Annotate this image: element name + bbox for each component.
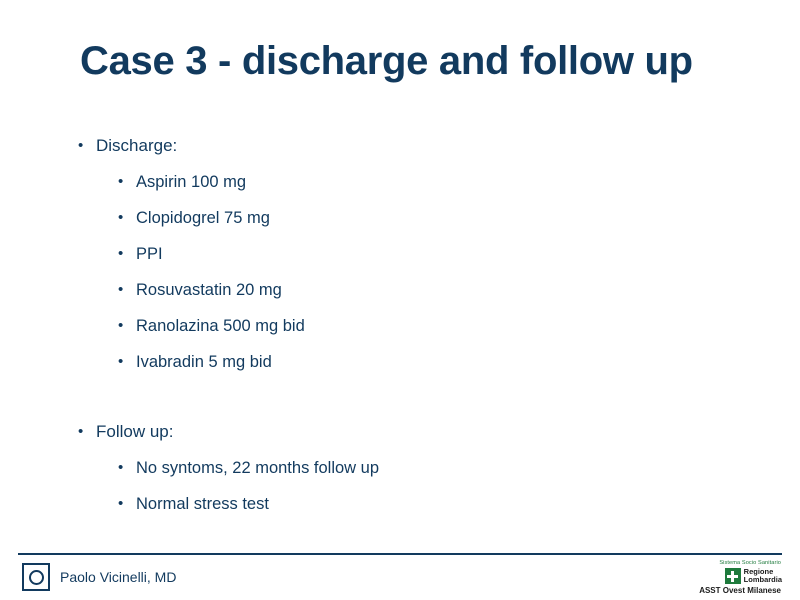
bullet-icon: • bbox=[78, 137, 84, 154]
section-heading-follow-up: Follow up: bbox=[96, 422, 174, 441]
page-title: Case 3 - discharge and follow up bbox=[80, 39, 693, 83]
slide-body bbox=[70, 135, 750, 529]
logo-wordmark bbox=[744, 568, 782, 584]
list-item bbox=[118, 279, 750, 301]
regione-lombardia-logo bbox=[664, 560, 782, 596]
list-item bbox=[118, 207, 750, 229]
bullet-icon: • bbox=[118, 209, 124, 226]
bullet-icon: • bbox=[118, 245, 124, 262]
author-name: Paolo Vicinelli, MD bbox=[60, 569, 177, 585]
logo-word-lombardia: Lombardia bbox=[743, 575, 782, 584]
footer-divider bbox=[18, 553, 782, 555]
list-item bbox=[118, 493, 750, 515]
bullet-icon: • bbox=[118, 353, 124, 370]
section-heading-discharge: Discharge: bbox=[96, 136, 178, 155]
bullet-icon: • bbox=[118, 317, 124, 334]
logo-mark bbox=[664, 568, 782, 584]
list-item bbox=[78, 421, 750, 443]
list-item-label: Ivabradin 5 mg bid bbox=[136, 353, 272, 371]
list-item bbox=[118, 351, 750, 373]
logo-bottom-text: ASST Ovest Milanese bbox=[699, 586, 781, 595]
list-item-label: Aspirin 100 mg bbox=[136, 173, 247, 191]
bullet-icon: • bbox=[118, 495, 124, 512]
bullet-icon: • bbox=[78, 423, 84, 440]
list-item-label: PPI bbox=[136, 245, 163, 263]
list-item bbox=[118, 457, 750, 479]
bullet-icon: • bbox=[118, 281, 124, 298]
list-item bbox=[118, 315, 750, 337]
list-item bbox=[78, 135, 750, 157]
slide-footer bbox=[18, 560, 782, 594]
list-item-label: Ranolazina 500 mg bid bbox=[136, 317, 305, 335]
cross-icon bbox=[725, 568, 741, 584]
list-item bbox=[118, 171, 750, 193]
list-item-label: Normal stress test bbox=[136, 495, 269, 513]
author-logo-icon bbox=[22, 563, 50, 591]
list-item-label: Rosuvastatin 20 mg bbox=[136, 281, 282, 299]
bullet-icon: • bbox=[118, 173, 124, 190]
section-spacer bbox=[70, 387, 750, 421]
list-item-label: Clopidogrel 75 mg bbox=[136, 209, 270, 227]
list-item bbox=[118, 243, 750, 265]
list-item-label: No syntoms, 22 months follow up bbox=[136, 459, 380, 477]
logo-top-text: Sistema Socio Sanitario bbox=[719, 560, 781, 566]
ring-shape bbox=[29, 570, 44, 585]
logo-word-regione: Regione bbox=[743, 567, 774, 576]
bullet-icon: • bbox=[118, 459, 124, 476]
